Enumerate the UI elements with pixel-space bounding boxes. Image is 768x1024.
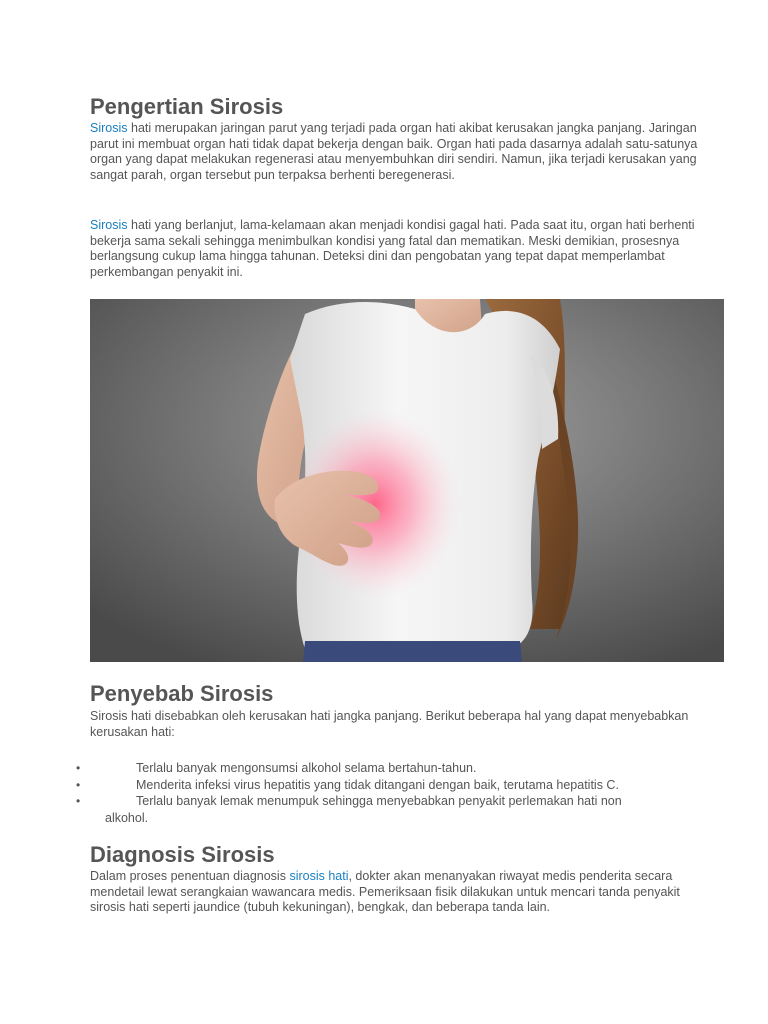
list-item [76,760,720,777]
list-item-continuation: alkohol. [105,810,149,825]
link-sirosis[interactable]: Sirosis [90,121,128,135]
list-item [76,793,720,826]
causes-list [76,760,720,826]
list-item-text: Terlalu banyak lemak menumpuk sehingga menyebabkan penyakit perlemakan hati non [136,794,622,808]
link-sirosis-2[interactable]: Sirosis [90,218,128,232]
heading-diagnosis-sirosis: Diagnosis Sirosis [90,842,275,867]
bullet-icon: • [76,794,81,808]
photo-woman-liver-pain [90,299,724,662]
paragraph-penyebab-intro: Sirosis hati disebabkan oleh kerusakan hati jangka panjang. Berikut beberapa hal yang dapat menyebabkan kerusakan hati: [90,709,689,739]
photo-illustration [90,299,724,662]
list-item [76,777,720,794]
heading-penyebab-sirosis: Penyebab Sirosis [90,681,274,706]
paragraph-text: hati yang berlanjut, lama-kelamaan akan menjadi kondisi gagal hati. Pada saat itu, organ hati berhenti bekerja sama sekali sehingga menimbulkan kondisi yang fatal dan mematikan. Meski demikian, prosesnya berlangsung cukup lama hingga tahunan. Deteksi dini dan pengobatan yang tepat dapat memperlambat perkembangan penyakit ini. [90,218,695,279]
bullet-icon: • [76,761,81,775]
bullet-icon: • [76,777,81,792]
heading-pengertian-sirosis: Pengertian Sirosis [90,94,284,119]
paragraph-text: , dokter akan menanyakan riwayat medis penderita secara mendetail lewat serangkaian wawancara medis. Pemeriksaan fisik dilakukan untuk mencari tanda penyakit sirosis hati seperti jaundice (tubuh kekuningan), bengkak, dan beberapa tanda lain. [90,869,680,915]
paragraph-text: hati merupakan jaringan parut yang terjadi pada organ hati akibat kerusakan jangka panjang. Jaringan parut ini membuat organ hati tidak dapat bekerja dengan baik. Organ hati pada dasarnya adalah satu-satunya organ yang dapat melakukan regenerasi atau menyembuhkan diri sendiri. Namun, jika terjadi kerusakan yang sangat parah, organ tersebut pun terpaksa berhenti beregenerasi. [90,121,698,182]
list-item-text: Terlalu banyak mengonsumsi alkohol selama bertahun-tahun. [136,761,477,775]
paragraph-pengertian-1 [90,121,700,183]
link-sirosis-hati[interactable]: sirosis hati [289,869,349,883]
list-item-text: Menderita infeksi virus hepatitis yang tidak ditangani dengan baik, terutama hepatitis C. [136,777,619,792]
paragraph-diagnosis [90,869,700,916]
paragraph-text: Dalam proses penentuan diagnosis [90,869,290,883]
paragraph-pengertian-2 [90,218,700,280]
